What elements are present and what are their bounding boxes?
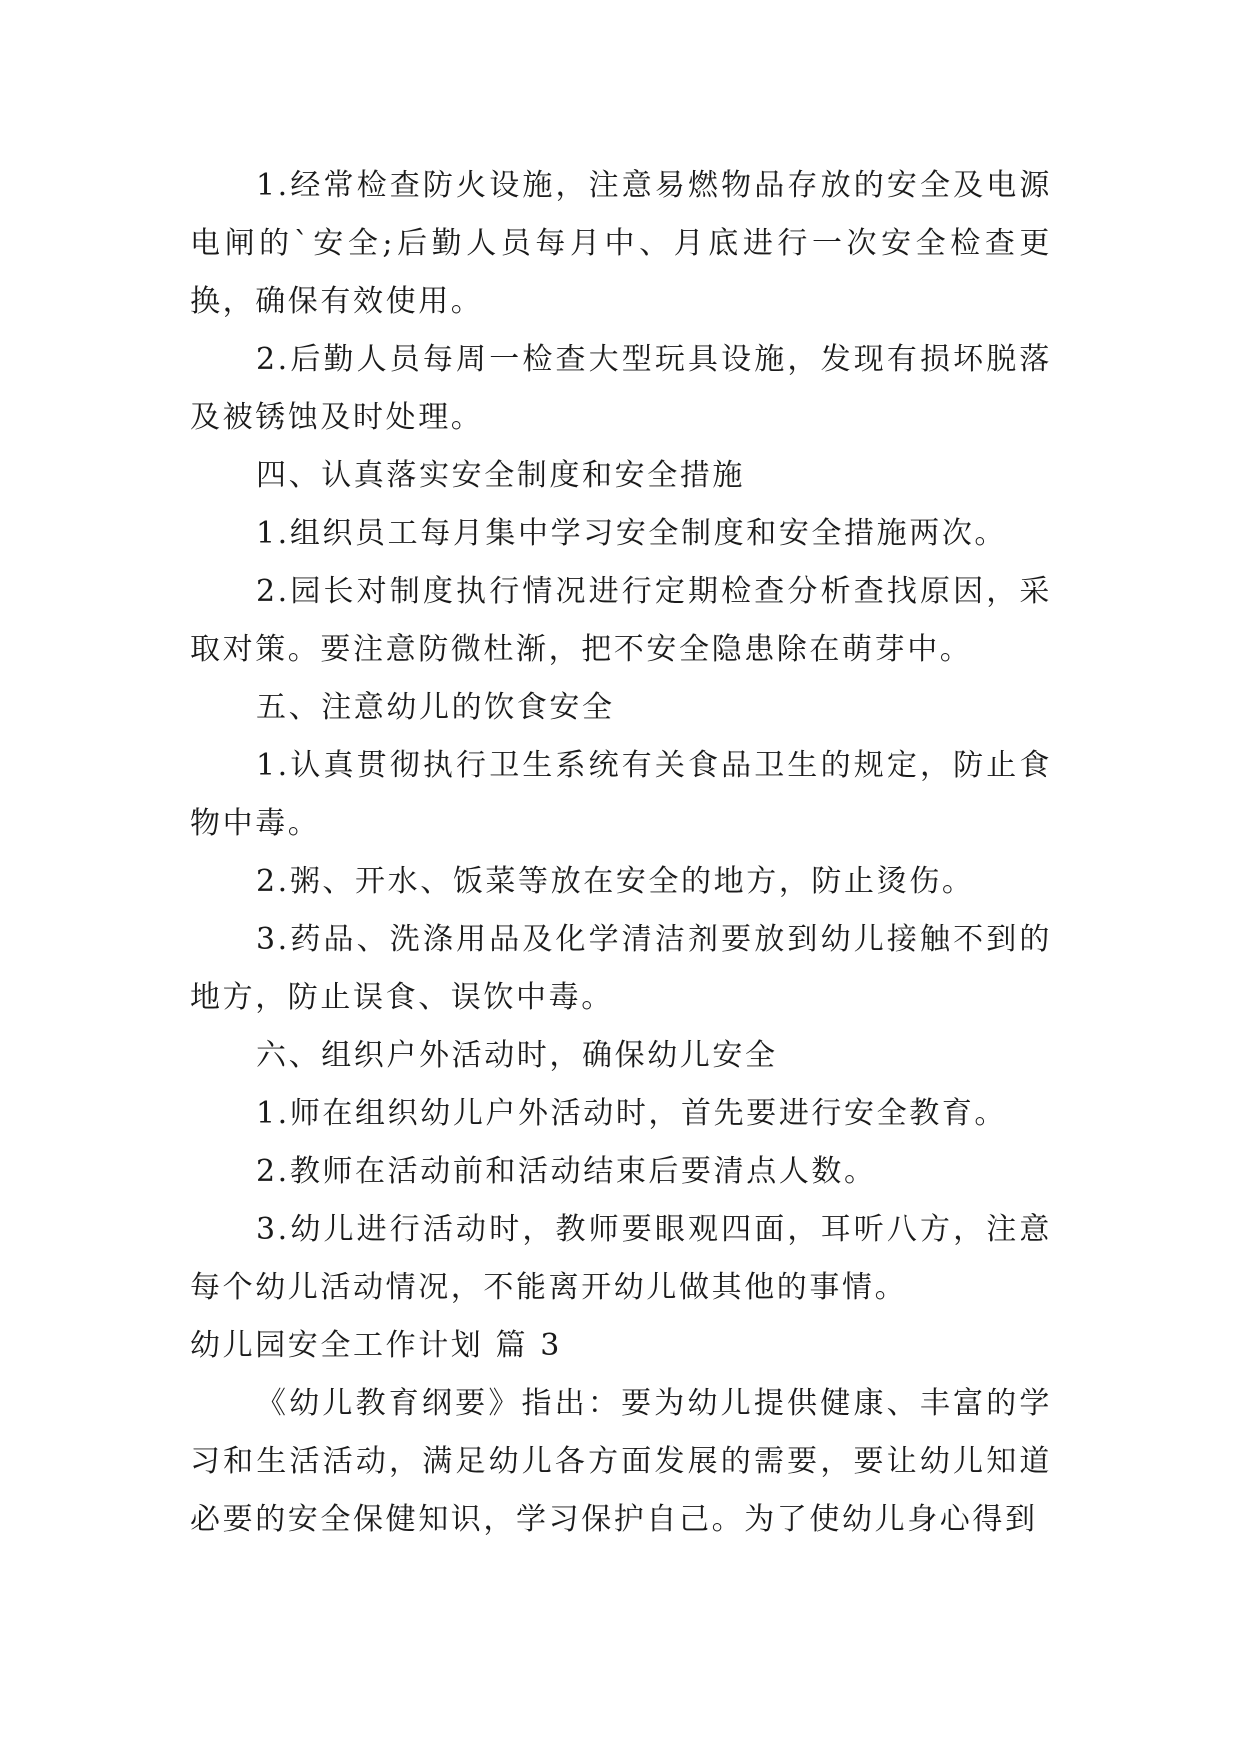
paragraph-headcount: 2.教师在活动前和活动结束后要清点人数。 [256, 1154, 877, 1189]
paragraph-fire-safety: 1.经常检查防火设施，注意易燃物品存放的安全及电源电闸的`安全;后勤人员每月中、月底进行一次安全检查更换，确保有效使用。 [190, 168, 1052, 319]
paragraph-outline-intro: 《幼儿教育纲要》指出：要为幼儿提供健康、丰富的学习和生活活动，满足幼儿各方面发展的需要，要让幼儿知道必要的安全保健知识，学习保护自己。为了使幼儿身心得到 [190, 1386, 1052, 1537]
section-heading-four: 四、认真落实安全制度和安全措施 [256, 458, 745, 493]
paragraph-principal-check: 2.园长对制度执行情况进行定期检查分析查找原因，采取对策。要注意防微杜渐，把不安全隐患除在萌芽中。 [190, 574, 1052, 667]
paragraph-outdoor-education: 1.师在组织幼儿户外活动时，首先要进行安全教育。 [256, 1096, 1008, 1131]
paragraph-chemical-storage: 3.药品、洗涤用品及化学清洁剂要放到幼儿接触不到的地方，防止误食、误饮中毒。 [190, 922, 1052, 1015]
paragraph-scald-prevention: 2.粥、开水、饭菜等放在安全的地方，防止烫伤。 [256, 864, 975, 899]
paragraph-toy-inspection: 2.后勤人员每周一检查大型玩具设施，发现有损坏脱落及被锈蚀及时处理。 [190, 342, 1052, 435]
paragraph-staff-study: 1.组织员工每月集中学习安全制度和安全措施两次。 [256, 516, 1008, 551]
paragraph-food-hygiene: 1.认真贯彻执行卫生系统有关食品卫生的规定，防止食物中毒。 [190, 748, 1052, 841]
section-title: 幼儿园安全工作计划 篇 3 [190, 1328, 562, 1363]
paragraph-supervision: 3.幼儿进行活动时，教师要眼观四面，耳听八方，注意每个幼儿活动情况，不能离开幼儿做其他的事情。 [190, 1212, 1052, 1305]
document-page [190, 157, 1052, 1549]
section-heading-five: 五、注意幼儿的饮食安全 [256, 690, 615, 725]
section-heading-six: 六、组织户外活动时，确保幼儿安全 [256, 1038, 778, 1073]
